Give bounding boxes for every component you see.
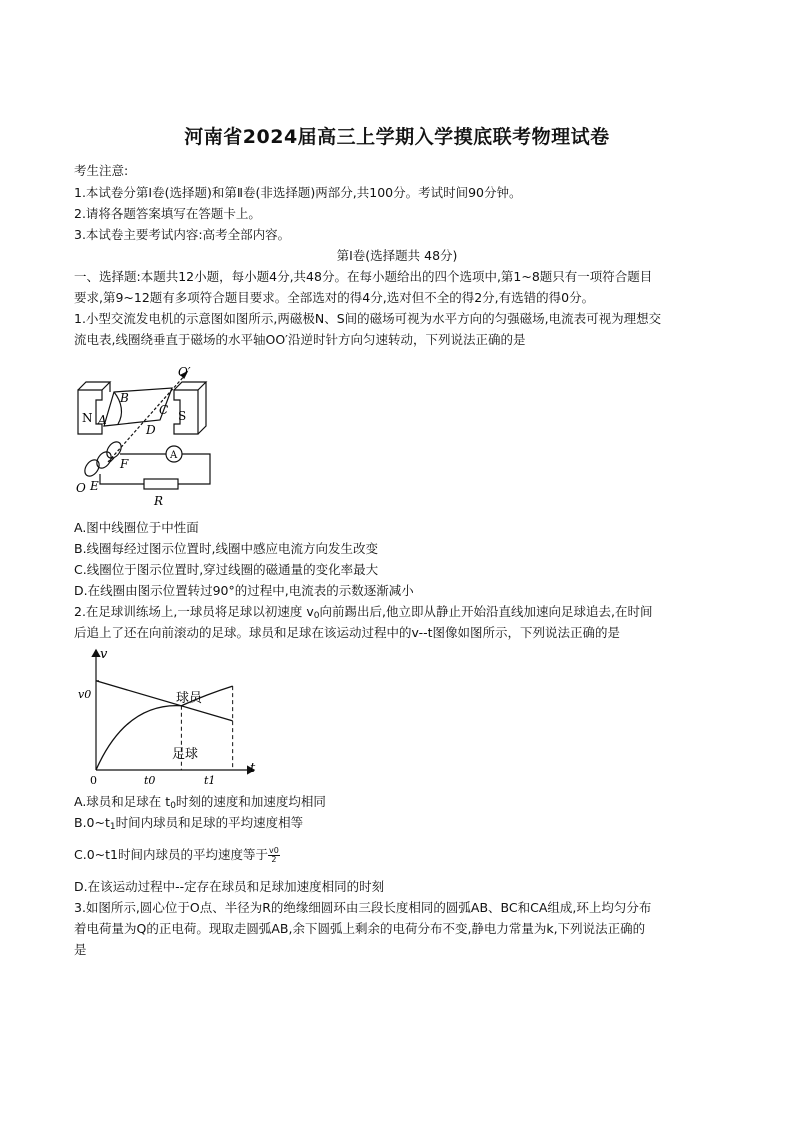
q1-option-b: B.线圈每经过图示位置时,线圈中感应电流方向发生改变 (74, 541, 379, 556)
q3-line-1: 3.如图所示,圆心位于O点、半径为R的绝缘细圆环由三段长度相同的圆弧AB、BC和CA组成,环上均匀分布 (74, 900, 652, 915)
label-f: F (120, 457, 129, 471)
label-b: B (120, 391, 129, 405)
series-label-ball: 足球 (172, 747, 199, 762)
q1-option-c: C.线圈位于图示位置时,穿过线圈的磁通量的变化率最大 (74, 562, 379, 577)
notice-item-3: 3.本试卷主要考试内容:高考全部内容。 (74, 227, 291, 242)
y-axis-label: v (100, 647, 108, 662)
q2-option-d: D.在该运动过程中--定存在球员和足球加速度相同的时刻 (74, 879, 385, 894)
q1-stem-line-2: 流电表,线圈绕垂直于磁场的水平轴OO′沿逆时针方向匀速转动，下列说法正确的是 (74, 332, 526, 347)
label-d: D (146, 423, 156, 437)
series-ball-line (96, 681, 233, 721)
q2-option-c: C.0~t1时间内球员的平均速度等于 $\frac{v0}{2}$ (74, 846, 279, 864)
notice-heading: 考生注意: (74, 163, 129, 178)
fraction: $\frac{v0}{2}$ (268, 846, 279, 864)
label-a: A (98, 413, 107, 427)
x-axis-label: t (250, 761, 256, 776)
q2-option-b: $B.0\sim t_1$时间内球员和足球的平均速度相等 (74, 815, 304, 832)
series-label-player: 球员 (176, 691, 203, 706)
q1-option-d: D.在线圈由图示位置转过90°的过程中,电流表的示数逐渐减小 (74, 583, 414, 598)
notice-item-1: 1.本试卷分第Ⅰ卷(选择题)和第Ⅱ卷(非选择题)两部分,共100分。考试时间90分钟。 (74, 185, 522, 200)
q1-stem-line-1: 1.小型交流发电机的示意图如图所示,两磁极N、S间的磁场可视为水平方向的匀强磁场,电流表可视为理想交 (74, 311, 662, 326)
notice-item-2: 2.请将各题答案填写在答题卡上。 (74, 206, 261, 221)
x-tick-t1: t1 (204, 774, 216, 786)
label-o: O (76, 481, 86, 495)
q1-option-a: A.图中线圈位于中性面 (74, 520, 199, 535)
series-player-line (96, 686, 233, 770)
q2-stem-line-1: 2.在足球训练场上,一球员将足球以初速度 $v_0$向前踢出后,他立即从静止开始沿直线加速向足球追去,在时间 (74, 604, 653, 621)
y-tick-v0: v0 (78, 688, 92, 701)
label-c: C (159, 403, 169, 417)
label-n: N (82, 411, 93, 425)
page-title: 河南省2024届高三上学期入学摸底联考物理试卷 (184, 126, 610, 148)
label-e: E (90, 479, 99, 493)
label-ammeter: A (170, 450, 178, 461)
label-o-prime: O′ (178, 365, 191, 379)
section-heading: 第Ⅰ卷(选择题共 48分) (336, 248, 458, 263)
q3-line-3: 是 (74, 942, 87, 957)
vt-chart (76, 646, 266, 786)
label-s: S (178, 409, 187, 423)
q2-option-a: A.球员和足球在 $t_0$时刻的速度和加速度均相同 (74, 794, 326, 811)
q3-line-2: 着电荷量为Q的正电荷。现取走圆弧AB,余下圆弧上剩余的电荷分布不变,静电力常量为k,下列说法正确的 (74, 921, 646, 936)
generator-diagram (70, 362, 220, 512)
section-intro-line-2: 要求,第9~12题有多项符合题目要求。全部选对的得4分,选对但不全的得2分,有选错的得0分。 (74, 290, 595, 305)
x-tick-t0: t0 (144, 774, 156, 786)
section-intro-line-1: 一、选择题:本题共12小题，每小题4分,共48分。在每小题给出的四个选项中,第1~8题只有一项符合题目 (74, 269, 653, 284)
resistor (144, 479, 178, 489)
label-r: R (154, 494, 164, 508)
q2-stem-line-2: 后追上了还在向前滚动的足球。球员和足球在该运动过程中的v--t图像如图所示，下列说法正确的是 (74, 625, 620, 640)
x-tick-0: 0 (90, 774, 97, 786)
